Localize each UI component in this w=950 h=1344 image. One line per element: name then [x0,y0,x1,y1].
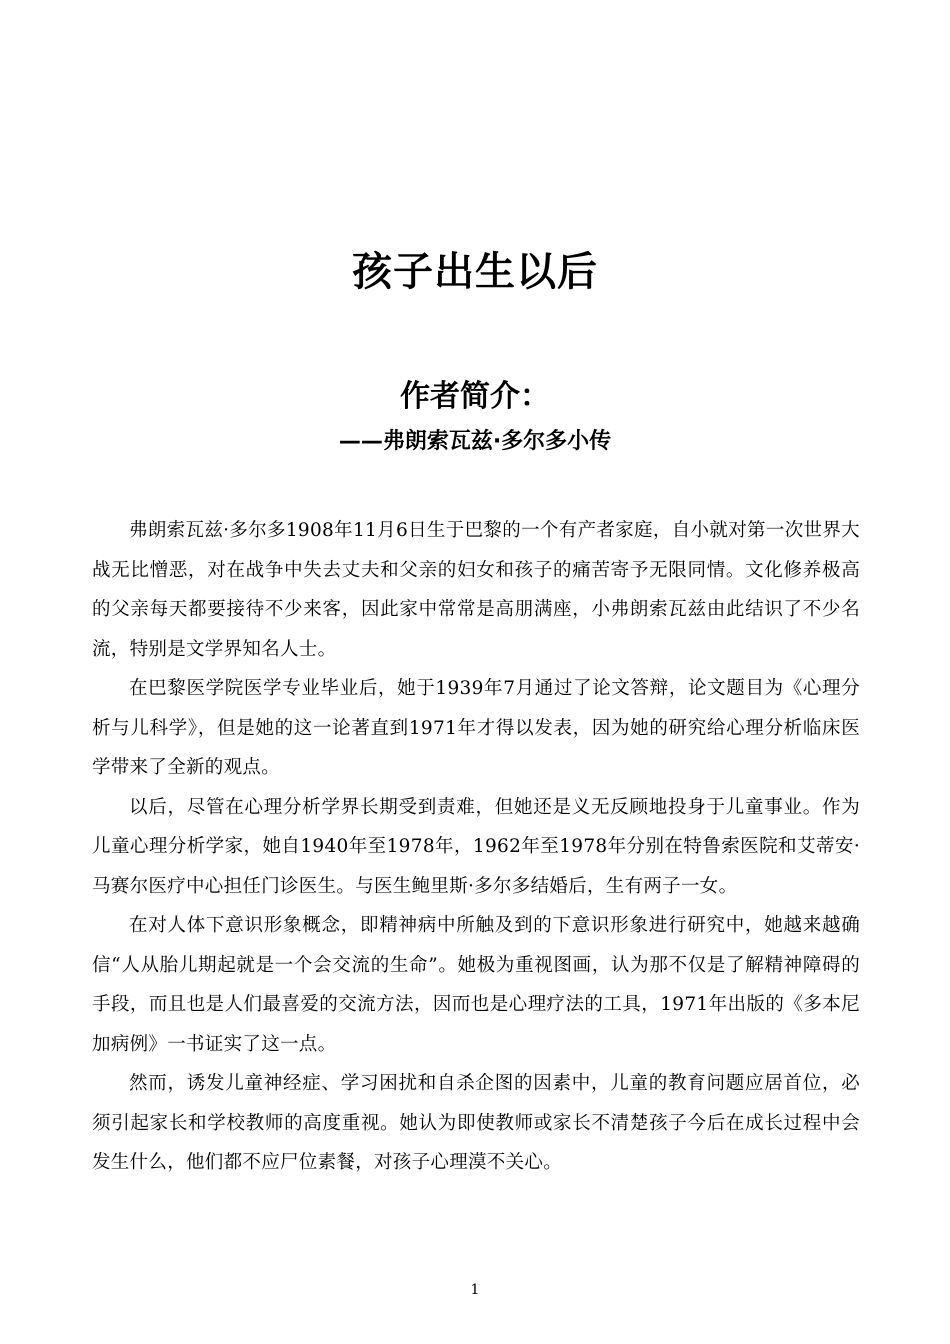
paragraph: 弗朗索瓦兹·多尔多1908年11月6日生于巴黎的一个有产者家庭，自小就对第一次世界大战无比憎恶，对在战争中失去丈夫和父亲的妇女和孩子的痛苦寄予无限同情。文化修养极高的父亲每天都要接待不少来客，因此家中常常是高朋满座，小弗朗索瓦兹由此结识了不少名流，特别是文学界知名人士。 [92,520,860,660]
paragraph: 在对人体下意识形象概念，即精神病中所触及到的下意识形象进行研究中，她越来越确信“人从胎儿期起就是一个会交流的生命”。她极为重视图画，认为那不仅是了解精神障碍的手段，而且也是人们最喜爱的交流方法，因而也是心理疗法的工具，1971年出版的《多本尼加病例》一书证实了这一点。 [92,915,860,1055]
paragraph: 然而，诱发儿童神经症、学习困扰和自杀企图的因素中，儿童的教育问题应居首位，必须引起家长和学校教师的高度重视。她认为即使教师或家长不清楚孩子今后在成长过程中会发生什么，他们都不应尸位素餐，对孩子心理漠不关心。 [92,1073,860,1173]
paragraph: 在巴黎医学院医学专业毕业后，她于1939年7月通过了论文答辩，论文题目为《心理分析与儿科学》，但是她的这一论著直到1971年才得以发表，因为她的研究给心理分析临床医学带来了全新的观点。 [92,678,860,778]
paragraph: 以后，尽管在心理分析学界长期受到责难，但她还是义无反顾地投身于儿童事业。作为儿童心理分析学家，她自1940年至1978年，1962年至1978年分别在特鲁索医院和艾蒂安·马赛尔医疗中心担任门诊医生。与医生鲍里斯·多尔多结婚后，生有两子一女。 [92,796,860,897]
page-number: 1 [470,1282,480,1298]
document-body [92,511,860,1183]
section-heading: 作者简介： [400,379,550,414]
document-title: 孩子出生以后 [352,249,598,295]
section-byline: ——弗朗索瓦兹·多尔多小传 [338,429,612,454]
